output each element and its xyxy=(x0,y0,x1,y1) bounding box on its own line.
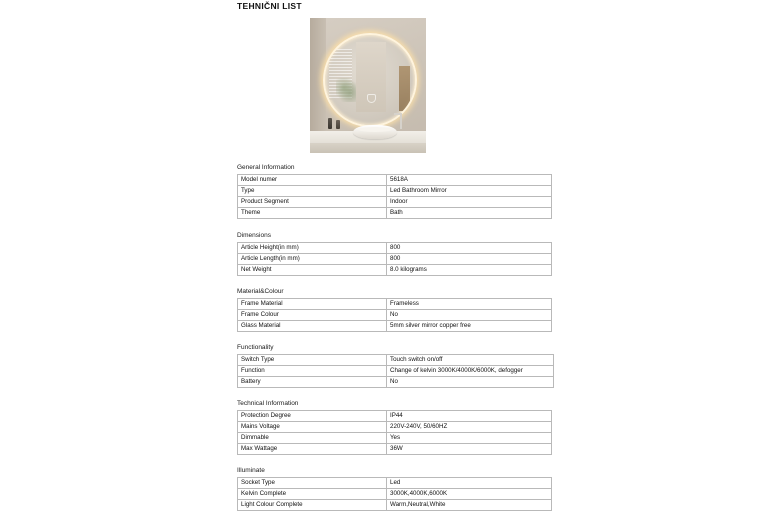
washbasin xyxy=(353,125,397,139)
table-row xyxy=(238,174,552,185)
section-heading: Material&Colour xyxy=(237,288,284,295)
page-title: TEHNIČNI LIST xyxy=(237,1,302,11)
row-value: Change of kelvin 3000K/4000K/6000K, defogger xyxy=(387,365,554,376)
row-value: 36W xyxy=(387,443,552,454)
spec-table xyxy=(237,477,552,511)
faucet-spout xyxy=(394,113,402,115)
table-row xyxy=(238,298,552,309)
table-row xyxy=(238,488,552,499)
row-key: Glass Material xyxy=(238,320,387,331)
row-key: Article Length(in mm) xyxy=(238,253,387,264)
table-row xyxy=(238,264,552,275)
table-row xyxy=(238,477,552,488)
row-value: No xyxy=(387,376,554,387)
row-key: Battery xyxy=(238,376,387,387)
section-functionality xyxy=(237,343,554,388)
row-value: Led Bathroom Mirror xyxy=(387,185,552,196)
row-key: Type xyxy=(238,185,387,196)
row-key: Mains Voltage xyxy=(238,421,387,432)
row-value: 3000K,4000K,6000K xyxy=(387,488,552,499)
row-value: 8.0 kilograms xyxy=(387,264,552,275)
row-key: Dimmable xyxy=(238,432,387,443)
row-key: Product Segment xyxy=(238,196,387,207)
section-heading: General Information xyxy=(237,164,295,171)
table-row xyxy=(238,421,552,432)
row-value: No xyxy=(387,309,552,320)
mirror-reflection-door xyxy=(399,66,410,111)
table-row xyxy=(238,196,552,207)
section-heading: Dimensions xyxy=(237,232,271,239)
faucet-column xyxy=(400,113,402,129)
row-value: Yes xyxy=(387,432,552,443)
row-key: Frame Colour xyxy=(238,309,387,320)
round-mirror xyxy=(323,33,417,127)
mirror-reflection-plant xyxy=(336,78,356,101)
washbasin-inner xyxy=(358,127,392,132)
row-value: Bath xyxy=(387,207,552,218)
table-row xyxy=(238,354,554,365)
spec-table xyxy=(237,174,552,219)
section-heading: Technical Information xyxy=(237,400,299,407)
row-key: Max Wattage xyxy=(238,443,387,454)
row-key: Protection Degree xyxy=(238,410,387,421)
spec-table xyxy=(237,410,552,455)
countertop-front xyxy=(310,143,426,153)
table-row xyxy=(238,309,552,320)
row-value: Frameless xyxy=(387,298,552,309)
row-key: Switch Type xyxy=(238,354,387,365)
row-value: Led xyxy=(387,477,552,488)
table-row xyxy=(238,365,554,376)
row-key: Kelvin Complete xyxy=(238,488,387,499)
table-row xyxy=(238,185,552,196)
section-general-information xyxy=(237,163,552,219)
row-value: 5mm silver mirror copper free xyxy=(387,320,552,331)
product-image xyxy=(310,18,426,153)
section-material-colour xyxy=(237,287,552,332)
section-heading: Illuminate xyxy=(237,467,265,474)
row-value: 800 xyxy=(387,253,552,264)
spec-table xyxy=(237,242,552,276)
table-row xyxy=(238,242,552,253)
row-value: 800 xyxy=(387,242,552,253)
table-row xyxy=(238,207,552,218)
table-row xyxy=(238,253,552,264)
row-value: Indoor xyxy=(387,196,552,207)
row-value: Touch switch on/off xyxy=(387,354,554,365)
row-value: Warm,Neutral,White xyxy=(387,499,552,510)
section-technical-information xyxy=(237,399,552,455)
row-key: Socket Type xyxy=(238,477,387,488)
table-row xyxy=(238,499,552,510)
row-key: Frame Material xyxy=(238,298,387,309)
table-row xyxy=(238,410,552,421)
row-value: 220V-240V, 50/60HZ xyxy=(387,421,552,432)
spec-table xyxy=(237,298,552,332)
touch-sensor-icon xyxy=(367,94,376,103)
table-row xyxy=(238,443,552,454)
toiletry-bottle xyxy=(336,120,340,129)
spec-table xyxy=(237,354,554,388)
table-row xyxy=(238,432,552,443)
row-key: Theme xyxy=(238,207,387,218)
table-row xyxy=(238,320,552,331)
row-key: Article Height(in mm) xyxy=(238,242,387,253)
row-key: Net Weight xyxy=(238,264,387,275)
section-illuminate xyxy=(237,466,552,511)
section-dimensions xyxy=(237,231,552,276)
section-heading: Functionality xyxy=(237,344,274,351)
row-key: Light Colour Complete xyxy=(238,499,387,510)
row-value: IP44 xyxy=(387,410,552,421)
table-row xyxy=(238,376,554,387)
toiletry-bottle xyxy=(328,118,332,129)
row-value: 5618A xyxy=(387,174,552,185)
row-key: Function xyxy=(238,365,387,376)
row-key: Model numer xyxy=(238,174,387,185)
